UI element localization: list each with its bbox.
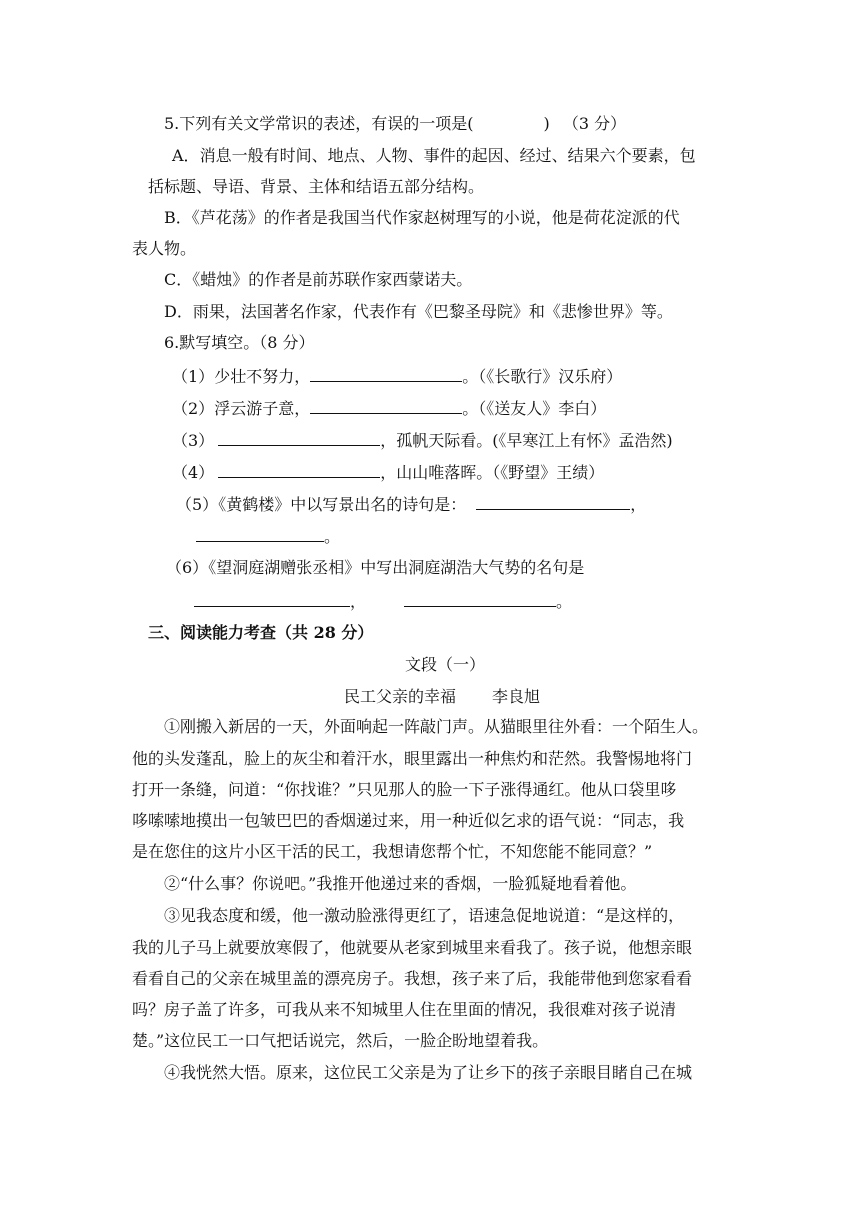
- answer-blank[interactable]: [218, 461, 380, 478]
- section-heading: 三、阅读能力考查（共 28 分）: [148, 623, 374, 642]
- paragraph-3-line-1: ③见我态度和缓，他一激动脸涨得更红了，语速急促地说道：“是这样的，: [164, 906, 685, 925]
- q5-stem: 5.下列有关文学常识的表述，有误的一项是( ) （3 分）: [164, 114, 627, 133]
- paragraph-4-line-1: ④我恍然大悟。原来，这位民工父亲是为了让乡下的孩子亲眼目睹自己在城: [164, 1063, 693, 1082]
- q6-item-6: （6）《望洞庭湖赠张丞相》中写出洞庭湖浩大气势的名句是: [166, 558, 585, 577]
- paragraph-1-line-4: 哆嗦嗦地摸出一包皱巴巴的香烟递过来，用一种近似乞求的语气说：“同志，我: [132, 811, 685, 830]
- answer-blank[interactable]: [310, 365, 462, 382]
- q6-item-1: （1）少壮不努力， 。（《长歌行》汉乐府）: [172, 367, 623, 386]
- paragraph-3-line-3: 看看自己的父亲在城里盖的漂亮房子。我想，孩子来了后，我能带他到您家看看: [132, 969, 693, 988]
- paragraph-1-line-5: 是在您住的这片小区干活的民工，我想请您帮个忙，不知您能不能同意？”: [132, 842, 653, 861]
- answer-blank[interactable]: [194, 590, 350, 607]
- q6-item-5-cont: 。: [196, 525, 340, 548]
- q5-option-c: C．《蜡烛》的作者是前苏联作家西蒙诺夫。: [164, 270, 473, 289]
- paragraph-3-line-5: 楚。”这位民工一口气把话说完，然后，一脸企盼地望着我。: [132, 1031, 549, 1050]
- paragraph-3-line-2: 我的儿子马上就要放寒假了，他就要从老家到城里来看我了。孩子说，他想亲眼: [132, 938, 693, 957]
- q6-item-2: （2）浮云游子意， 。（《送友人》李白）: [172, 399, 607, 418]
- paragraph-3-line-4: 吗？房子盖了许多，可我从来不知城里人住在里面的情况，我很难对孩子说清: [132, 1000, 677, 1019]
- q6-item-5: （5）《黄鹤楼》中以写景出名的诗句是： ，: [176, 495, 647, 514]
- passage-title-line: [344, 686, 540, 708]
- q6-item-3: （3） ，孤帆天际看。(《早寒江上有怀》孟浩然): [172, 431, 673, 450]
- q5-option-a-cont: 括标题、导语、背景、主体和结语五部分结构。: [148, 177, 485, 196]
- q6-item-6-cont: ， 。: [194, 590, 572, 613]
- q5-option-b: B．《芦花荡》的作者是我国当代作家赵树理写的小说，他是荷花淀派的代: [164, 208, 680, 227]
- q5-option-d: D．雨果，法国著名作家，代表作有《巴黎圣母院》和《悲惨世界》等。: [164, 302, 673, 321]
- q6-item-4: （4） ，山山唯落晖。（《野望》王绩）: [172, 463, 605, 482]
- paragraph-1-line-3: 打开一条缝，问道：“你找谁？”只见那人的脸一下子涨得通红。他从口袋里哆: [132, 780, 677, 799]
- passage-author: 李良旭: [492, 687, 541, 706]
- paragraph-2-line-1: ②“什么事？你说吧。”我推开他递过来的香烟，一脸狐疑地看着他。: [164, 874, 637, 893]
- q5-option-a: A．消息一般有时间、地点、人物、事件的起因、经过、结果六个要素，包: [172, 146, 696, 165]
- answer-blank[interactable]: [476, 493, 630, 510]
- answer-blank[interactable]: [404, 590, 556, 607]
- answer-blank[interactable]: [196, 525, 324, 542]
- paragraph-1-line-1: ①刚搬入新居的一天，外面响起一阵敲门声。从猫眼里往外看：一个陌生人。: [164, 717, 709, 736]
- q5-points: （3 分）: [562, 114, 627, 133]
- q5-option-b-cont: 表人物。: [132, 239, 197, 258]
- answer-blank[interactable]: [218, 429, 380, 446]
- q6-title: 6.默写填空。（8 分）: [164, 333, 315, 352]
- passage-label: 文段（一）: [405, 655, 486, 674]
- passage-title: 民工父亲的幸福: [344, 687, 457, 706]
- answer-blank[interactable]: [310, 397, 462, 414]
- paragraph-1-line-2: 他的头发蓬乱，脸上的灰尘和着汗水，眼里露出一种焦灼和茫然。我警惕地将门: [132, 749, 693, 768]
